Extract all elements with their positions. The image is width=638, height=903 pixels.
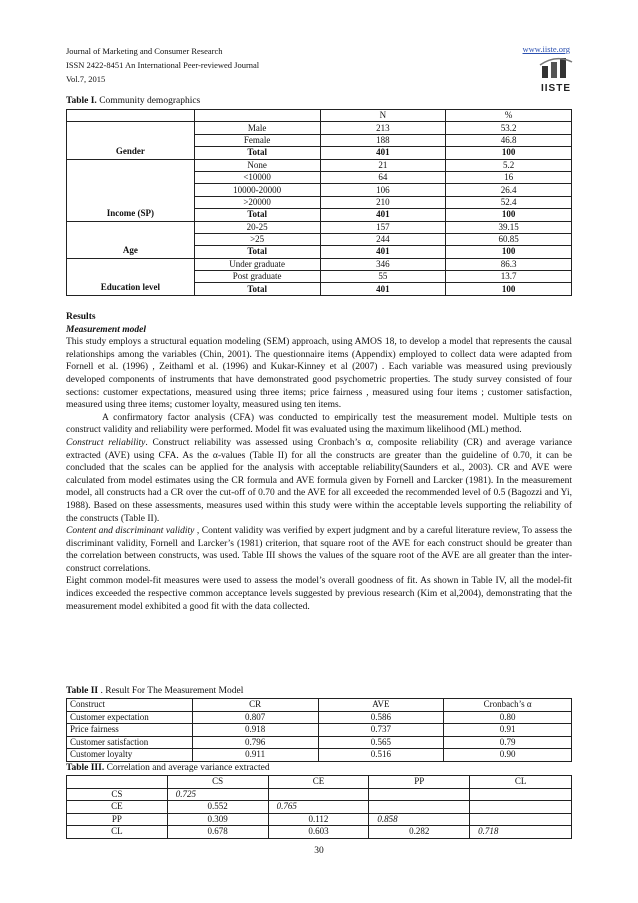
demographics-table-body (67, 110, 572, 296)
column-header: % (446, 110, 572, 122)
demographics-table (66, 109, 572, 296)
table-row (67, 724, 572, 737)
empty-cell (67, 110, 195, 122)
group-label: Income (SP) (67, 159, 195, 221)
table-cell: 21 (320, 159, 446, 171)
table-row (67, 159, 572, 171)
paragraph-4: Content and discriminant validity , Content validity was verified by expert judgment and by a careful literature review, To assess the discriminant validity, Fornell and Larcker’s (1981) criterion, that square root of the AVE for each construct should be greater than the correlation between constructs, was used. Table III shows the values of the square root of the AVE are all greater than the inter-construct correlations. (66, 526, 572, 574)
table-cell: 0.918 (192, 724, 318, 737)
results-section (66, 311, 572, 613)
column-header: CS (167, 776, 268, 789)
journal-volume: Vol.7, 2015 (66, 74, 106, 84)
paragraph-2: A confirmatory factor analysis (CFA) was conducted to empirically test the measurement model. Multiple tests on construct validity and reliability were performed. Model fit was evaluated using the maximum likelihood (ML) method. (66, 412, 572, 436)
table-cell: 60.85 (446, 233, 572, 245)
table-cell: 52.4 (446, 196, 572, 208)
column-header: CE (268, 776, 369, 789)
table-cell: 0.90 (444, 749, 572, 762)
correlation-table (66, 775, 572, 839)
table-row (67, 711, 572, 724)
table-cell: 157 (320, 221, 446, 233)
total-cell: 401 (320, 209, 446, 221)
table-cell: 20-25 (194, 221, 320, 233)
iiste-logo (538, 56, 574, 94)
page-number: 30 (314, 846, 324, 856)
measurement-model-table-body (67, 699, 572, 762)
table-cell: 5.2 (446, 159, 572, 171)
total-cell: 401 (320, 147, 446, 159)
table-cell: 46.8 (446, 134, 572, 146)
table-cell: 346 (320, 258, 446, 270)
journal-issn: ISSN 2422-8451 An International Peer-reviewed Journal (66, 60, 260, 70)
table-cell: >20000 (194, 196, 320, 208)
total-cell: 401 (320, 246, 446, 258)
table-cell: 86.3 (446, 258, 572, 270)
paragraph-3: Construct reliability. Construct reliability was assessed using Cronbach’s α, composite reliability (CR) and average variance extracted (AVE) using CFA. As the α-values (Table II) for all the constructs are greater than the guideline of 0.70, it can be concluded that the scales can be applied for the analysis with acceptable reliability(Saunders et al., 2003). CR and AVE were calculated from model estimates using the CR formula and AVE formula given by Fornell and Larcker (1981). In the measurement model, all constructs had a CR over the cut-off of 0.70 and the AVE for all exceeded the recommended level of 0.5 (Bagozzi and Yi, 1988). Based on these assessments, measures used within this study were within the acceptable levels supporting the reliability of the constructs (Table II). (66, 437, 572, 524)
table-cell: 0.112 (268, 813, 369, 826)
total-cell: 100 (446, 283, 572, 295)
table-header-row (67, 776, 572, 789)
table-row (67, 788, 572, 801)
row-label: Price fairness (67, 724, 193, 737)
group-label: Age (67, 221, 195, 258)
table-cell: Post graduate (194, 271, 320, 283)
table-cell: 26.4 (446, 184, 572, 196)
group-label: Education level (67, 258, 195, 295)
row-label: PP (67, 813, 168, 826)
total-cell: Total (194, 246, 320, 258)
table-row (67, 826, 572, 839)
table-cell: 106 (320, 184, 446, 196)
table-cell: Male (194, 122, 320, 134)
table-row (67, 258, 572, 270)
table-cell (470, 813, 572, 826)
measurement-model-heading: Measurement model (66, 324, 146, 335)
paragraph-1: This study employs a structural equation modeling (SEM) approach, using AMOS 18, to develop a model that represents the causal relationships among the variables (Chin, 2001). The questionnaire items (Appendix) employed to collect data were adapted from Fornell et al. (1996) , Zeithaml et al. (1996) and Kukar-Kinney et al (2007) . Each variable was measured using previously developed components of instruments that have demonstrated good psychometric properties. The study survey consisted of four sections: customer expectations, measured using three items; price fairness , measured using four items ; customer satisfaction, measured using three items; customer loyalty, measured using ten items. (66, 337, 572, 411)
column-header: Construct (67, 699, 193, 712)
column-header: PP (369, 776, 470, 789)
total-cell: 100 (446, 147, 572, 159)
table-cell (470, 801, 572, 814)
table-cell (369, 801, 470, 814)
total-cell: Total (194, 147, 320, 159)
total-cell: Total (194, 283, 320, 295)
table-cell: None (194, 159, 320, 171)
table-cell: 0.309 (167, 813, 268, 826)
table-cell: 0.725 (167, 788, 268, 801)
results-heading: Results (66, 312, 96, 322)
table-cell: 0.858 (369, 813, 470, 826)
row-label: CS (67, 788, 168, 801)
table-cell: 0.737 (318, 724, 444, 737)
paragraph-5: Eight common model-fit measures were used to assess the model’s overall goodness of fit. As shown in Table IV, all the model-fit indices exceeded the respective common acceptance levels suggested by previous research (Kim et al,2004), demonstrating that the measurement model exhibited a good fit with the data collected. (66, 576, 572, 612)
row-label: Customer expectation (67, 711, 193, 724)
logo-text: IISTE (540, 83, 571, 94)
table-cell (470, 788, 572, 801)
table1-caption: Table I. Community demographics (66, 96, 201, 106)
table-header-row (67, 110, 572, 122)
table-cell: 0.79 (444, 736, 572, 749)
empty-cell (194, 110, 320, 122)
table-cell: 0.552 (167, 801, 268, 814)
table-header-row (67, 699, 572, 712)
table-cell: >25 (194, 233, 320, 245)
table-cell: 210 (320, 196, 446, 208)
logo-mark-icon (538, 56, 574, 80)
table-cell: 39.15 (446, 221, 572, 233)
column-header (67, 776, 168, 789)
table-cell: 13.7 (446, 271, 572, 283)
table-cell: 0.282 (369, 826, 470, 839)
table-cell: <10000 (194, 171, 320, 183)
table-cell: 64 (320, 171, 446, 183)
table-cell: 0.565 (318, 736, 444, 749)
table-cell: Under graduate (194, 258, 320, 270)
journal-url-link[interactable]: www.iiste.org (522, 44, 570, 54)
group-label: Gender (67, 122, 195, 159)
row-label: Customer loyalty (67, 749, 193, 762)
table-cell: 0.796 (192, 736, 318, 749)
table-cell: 10000-20000 (194, 184, 320, 196)
table-cell: 0.516 (318, 749, 444, 762)
table-cell: 0.807 (192, 711, 318, 724)
table-cell: 188 (320, 134, 446, 146)
table-cell: 55 (320, 271, 446, 283)
column-header: AVE (318, 699, 444, 712)
total-cell: 100 (446, 209, 572, 221)
correlation-table-body (67, 776, 572, 839)
table2-caption: Table II . Result For The Measurement Model (66, 686, 244, 696)
table-cell: 53.2 (446, 122, 572, 134)
table-row (67, 813, 572, 826)
total-cell: Total (194, 209, 320, 221)
row-label: CE (67, 801, 168, 814)
table-cell (369, 788, 470, 801)
table-row (67, 801, 572, 814)
table-row (67, 122, 572, 134)
row-label: CL (67, 826, 168, 839)
table-cell: 213 (320, 122, 446, 134)
column-header: Cronbach’s α (444, 699, 572, 712)
table-cell: 0.603 (268, 826, 369, 839)
table-cell (268, 788, 369, 801)
table-cell: 0.765 (268, 801, 369, 814)
total-cell: 401 (320, 283, 446, 295)
table3-caption: Table III. Correlation and average variance extracted (66, 763, 270, 773)
row-label: Customer satisfaction (67, 736, 193, 749)
measurement-model-table (66, 698, 572, 762)
table-cell: 0.718 (470, 826, 572, 839)
table-cell: 244 (320, 233, 446, 245)
table-row (67, 749, 572, 762)
journal-name: Journal of Marketing and Consumer Research (66, 46, 223, 56)
table-cell: 0.678 (167, 826, 268, 839)
column-header: CL (470, 776, 572, 789)
table-cell: 0.91 (444, 724, 572, 737)
column-header: CR (192, 699, 318, 712)
table-cell: 0.80 (444, 711, 572, 724)
table-cell: 0.586 (318, 711, 444, 724)
table-cell: 16 (446, 171, 572, 183)
total-cell: 100 (446, 246, 572, 258)
table-cell: Female (194, 134, 320, 146)
column-header: N (320, 110, 446, 122)
table-cell: 0.911 (192, 749, 318, 762)
table-row (67, 221, 572, 233)
table-row (67, 736, 572, 749)
journal-header (66, 44, 259, 86)
